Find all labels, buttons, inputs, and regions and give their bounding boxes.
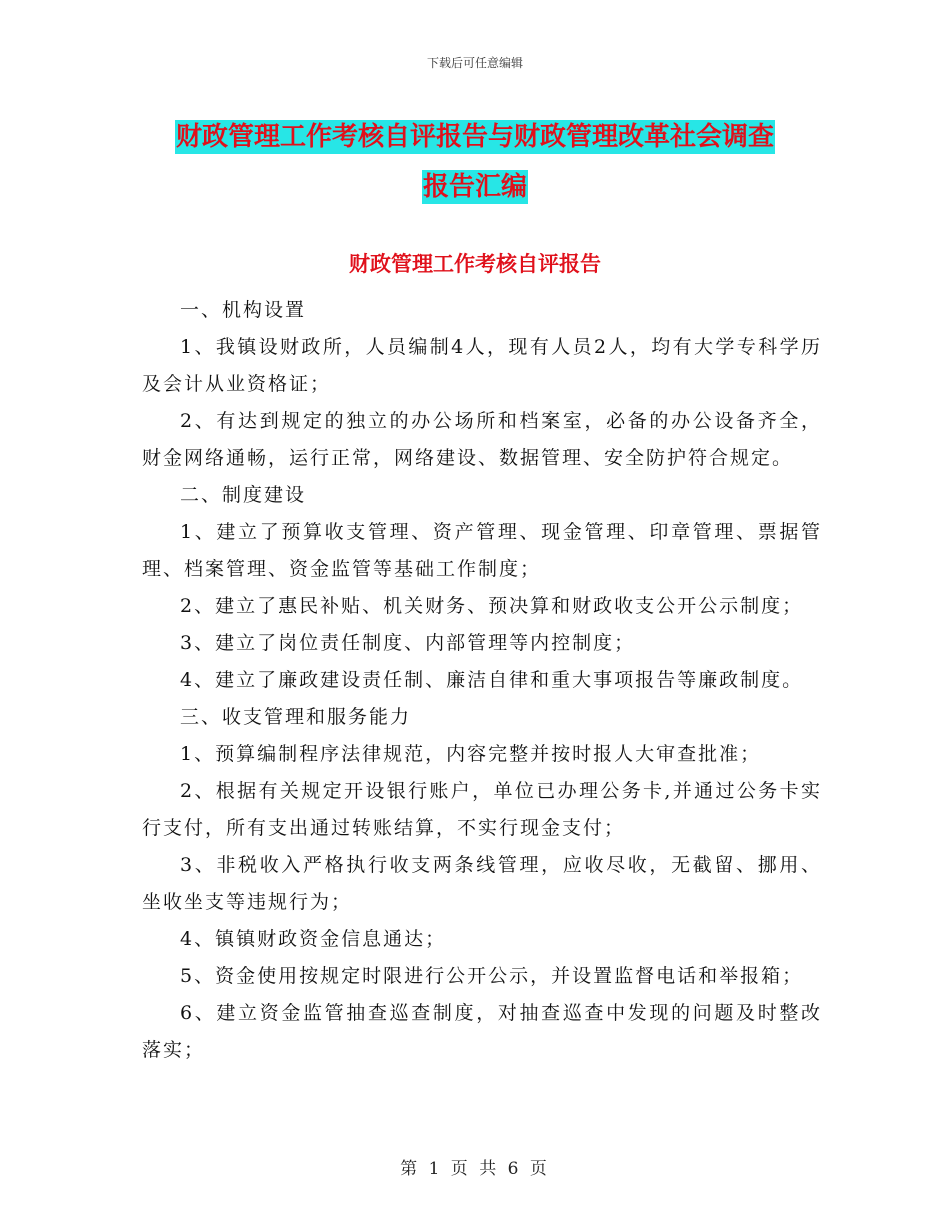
main-title-line-2: 报告汇编	[422, 172, 527, 202]
heading-revenue-management: 三、收支管理和服务能力	[180, 706, 412, 728]
document-body	[142, 292, 822, 1069]
page-header: 下载后可任意编辑	[426, 56, 523, 70]
main-title-line-1: 财政管理工作考核自评报告与财政管理改革社会调查	[175, 122, 774, 152]
heading-organization: 一、机构设置	[180, 299, 307, 321]
heading-system-construction: 二、制度建设	[180, 484, 307, 506]
paragraph: 2、有达到规定的独立的办公场所和档案室，必备的办公设备齐全，财金网络通畅，运行正常，网络建设、数据管理、安全防护符合规定。	[142, 410, 822, 469]
paragraph: 4、建立了廉政建设责任制、廉洁自律和重大事项报告等廉政制度。	[180, 669, 804, 691]
paragraph: 6、建立资金监管抽查巡查制度，对抽查巡查中发现的问题及时整改落实；	[142, 1002, 822, 1061]
paragraph: 5、资金使用按规定时限进行公开公示，并设置监督电话和举报箱；	[180, 965, 804, 987]
paragraph: 1、预算编制程序法律规范，内容完整并按时报人大审查批准；	[180, 743, 762, 765]
paragraph: 2、根据有关规定开设银行账户，单位已办理公务卡,并通过公务卡实行支付，所有支出通过转账结算，不实行现金支付；	[142, 780, 822, 839]
document-main-title	[0, 112, 950, 212]
paragraph: 1、建立了预算收支管理、资产管理、现金管理、印章管理、票据管理、档案管理、资金监管等基础工作制度；	[142, 521, 822, 580]
section-title: 财政管理工作考核自评报告	[349, 251, 601, 276]
paragraph: 2、建立了惠民补贴、机关财务、预决算和财政收支公开公示制度；	[180, 595, 804, 617]
paragraph: 4、镇镇财政资金信息通达；	[180, 928, 447, 950]
page-footer: 第 1 页 共 6 页	[400, 1159, 550, 1179]
paragraph: 1、我镇设财政所，人员编制4人，现有人员2人，均有大学专科学历及会计从业资格证；	[142, 336, 822, 395]
paragraph: 3、建立了岗位责任制度、内部管理等内控制度；	[180, 632, 636, 654]
paragraph: 3、非税收入严格执行收支两条线管理，应收尽收，无截留、挪用、坐收坐支等违规行为；	[142, 854, 822, 913]
